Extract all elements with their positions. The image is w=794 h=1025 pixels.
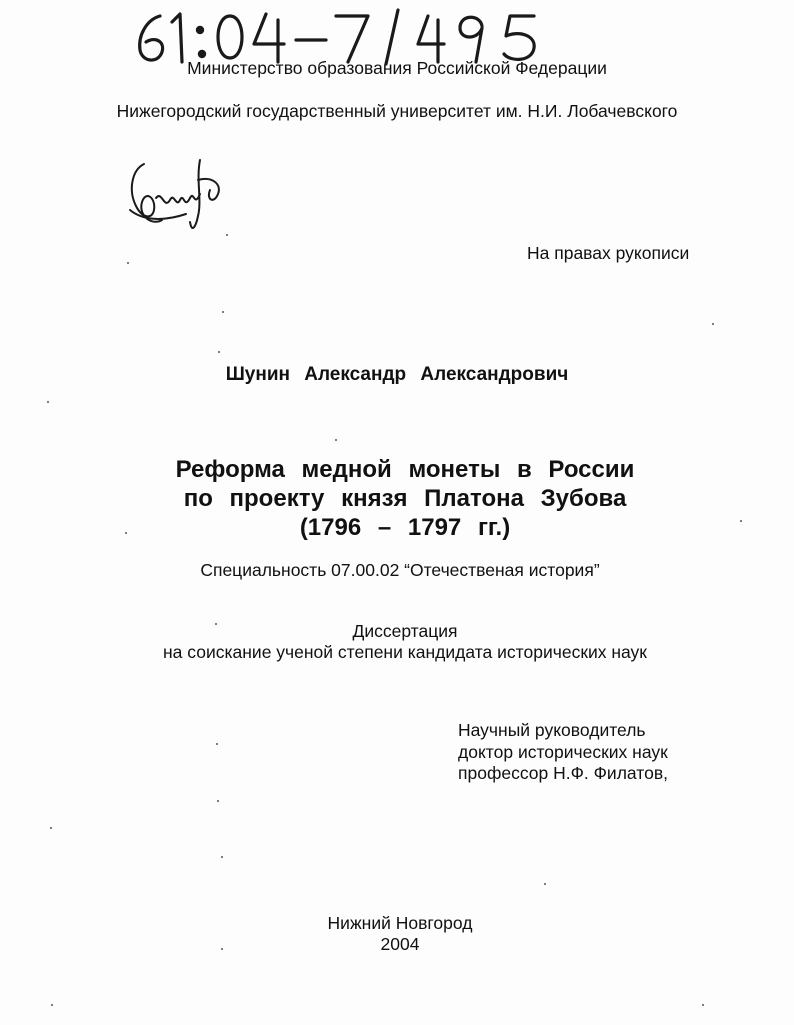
title-line-3: (1796 – 1797 гг.) [299, 514, 511, 541]
dissertation-title [0, 455, 794, 542]
scan-speck [222, 311, 224, 313]
scan-speck [218, 351, 220, 353]
title-line-1: Реформа медной монеты в России [175, 456, 635, 483]
scan-speck [50, 827, 52, 829]
dissertation-label: Диссертация [352, 621, 458, 641]
scan-speck [217, 800, 219, 802]
scan-speck [127, 262, 129, 264]
scan-speck [712, 323, 714, 325]
scan-speck [702, 1004, 704, 1006]
scan-speck [544, 883, 546, 885]
supervisor-role: Научный руководитель [458, 720, 646, 740]
dissertation-type [0, 621, 794, 663]
scan-speck [221, 948, 223, 950]
ministry-name: Министерство образования Российской Федерации [187, 58, 607, 78]
supervisor-name: профессор Н.Ф. Филатов, [458, 763, 668, 783]
title-line-2: по проекту князя Платона Зубова [183, 485, 627, 512]
scan-speck [51, 1004, 53, 1006]
author-name: Шунин Александр Александрович [225, 364, 569, 385]
scan-speck [740, 520, 742, 522]
handwritten-signature [122, 150, 232, 240]
degree-description: на соискание ученой степени кандидата исторических наук [163, 642, 647, 662]
supervisor-degree: доктор исторических наук [458, 741, 668, 762]
supervisor-block [458, 720, 668, 785]
scan-speck [125, 532, 127, 534]
manuscript-note: На правах рукописи [527, 243, 690, 263]
scan-speck [226, 234, 228, 236]
footer-place-year [0, 913, 794, 955]
scan-speck [216, 743, 218, 745]
specialty-line: Специальность 07.00.02 “Отечественая история” [200, 560, 600, 580]
scan-speck [335, 439, 337, 441]
city-name: Нижний Новгород [327, 913, 473, 933]
scan-speck [47, 401, 49, 403]
scan-speck [221, 856, 223, 858]
university-name: Нижегородский государственный университет им. Н.И. Лобачевского [116, 101, 678, 121]
scan-speck [215, 623, 217, 625]
archive-code-handwritten [130, 6, 550, 66]
year: 2004 [380, 934, 420, 954]
